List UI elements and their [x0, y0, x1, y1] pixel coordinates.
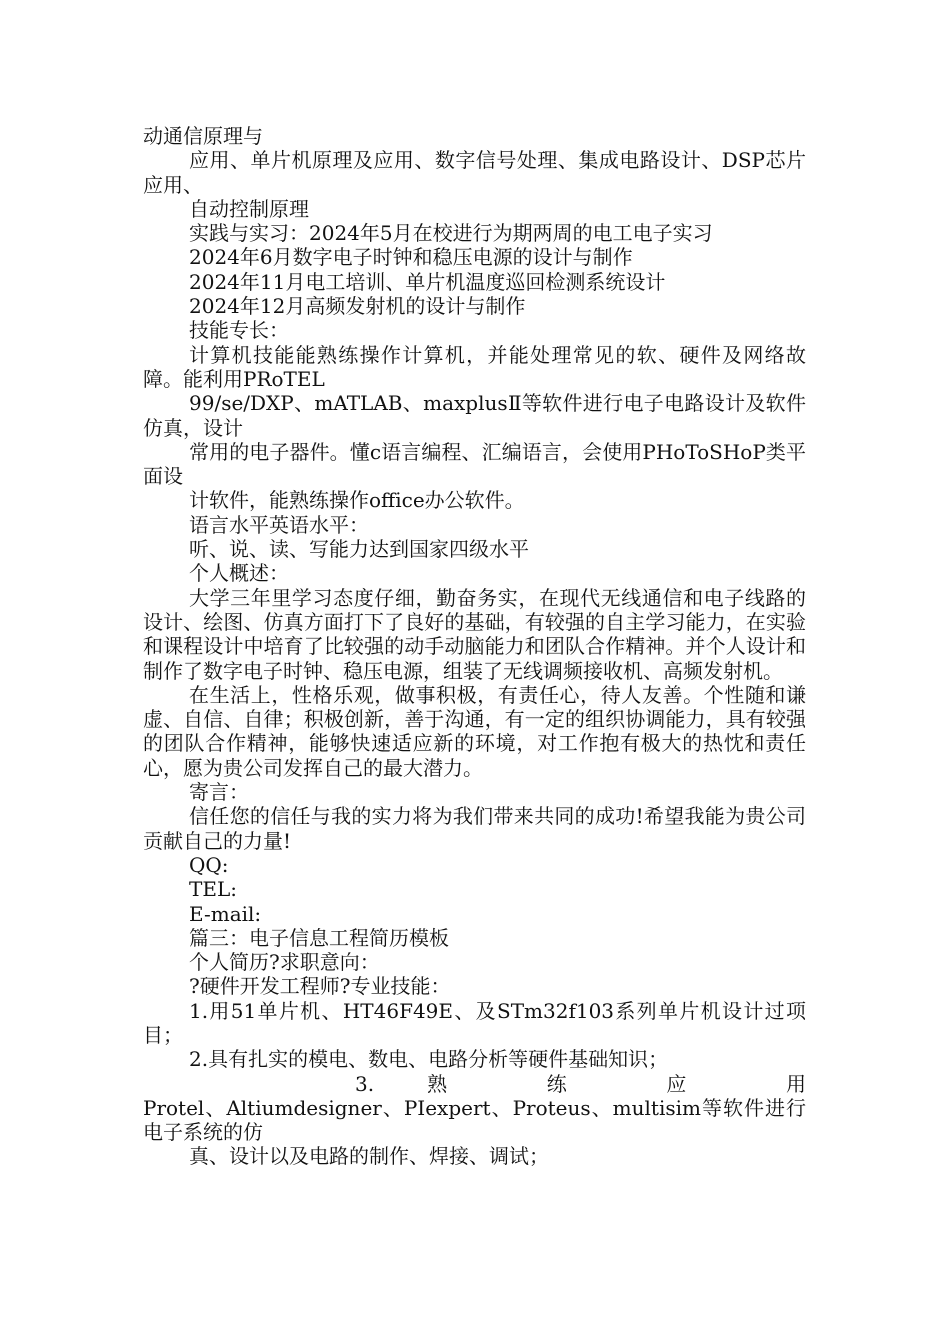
paragraph: ?硬件开发工程师?专业技能：: [189, 974, 451, 999]
paragraph: 个人简历?求职意向：: [189, 950, 380, 975]
document-body-tail: [143, 1096, 806, 1169]
document-body: [143, 124, 806, 1072]
paragraph: 大学三年里学习态度仔细，勤奋务实，在现代无线通信和电子线路的设计、绘图、仿真方面打下了良好的基础，有较强的自主学习能力，在实验和课程设计中培育了比较强的动手动脑能力和团队合作精神。并个人设计和制作了数字电子时钟、稳压电源，组装了无线调频接收机、高频发射机。: [143, 585, 806, 683]
paragraph: 听、说、读、写能力达到国家四级水平: [189, 537, 529, 562]
paragraph: 常用的电子器件。懂c语言编程、汇编语言，会使用PHoToSHoP类平面设: [143, 439, 806, 489]
paragraph: 应用、单片机原理及应用、数字信号处理、集成电路设计、DSP芯片应用、: [143, 148, 806, 197]
paragraph: 计软件，能熟练操作office办公软件。: [189, 488, 525, 513]
paragraph: E-mail:: [189, 901, 262, 926]
paragraph: 实践与实习：2024年5月在校进行为期两周的电工电子实习: [189, 221, 713, 246]
paragraph: 篇三：电子信息工程简历模板: [189, 925, 449, 950]
paragraph: 1.用51单片机、HT46F49E、及STm32f103系列单片机设计过项目；: [143, 998, 806, 1047]
paragraph: 在生活上，性格乐观，做事积极，有责任心，待人友善。个性随和谦虚、自信、自律；积极创新，善于沟通，有一定的组织协调能力，具有较强的团队合作精神，能够快速适应新的环境，对工作抱有极大的热忱和责任心，愿为贵公司发挥自己的最大潜力。: [143, 682, 806, 780]
paragraph: 自动控制原理: [189, 196, 309, 221]
paragraph: 语言水平英语水平：: [189, 512, 369, 537]
paragraph: 计算机技能能熟练操作计算机，并能处理常见的软、硬件及网络故障。能利用PRoTEL: [143, 342, 806, 391]
paragraph: 信任您的信任与我的实力将为我们带来共同的成功!希望我能为贵公司贡献自己的力量!: [143, 804, 806, 853]
paragraph: 2024年6月数字电子时钟和稳压电源的设计与制作: [189, 245, 633, 270]
paragraph: 2024年12月高频发射机的设计与制作: [189, 294, 526, 319]
paragraph-spread-line: [143, 1072, 806, 1096]
document-page: [143, 124, 806, 1169]
paragraph: 99/se/DXP、mATLAB、maxplusⅡ等软件进行电子电路设计及软件仿真，设计: [143, 391, 806, 440]
paragraph: 动通信原理与: [143, 124, 263, 148]
paragraph: 个人概述：: [189, 561, 289, 586]
paragraph: 2.具有扎实的模电、数电、电路分析等硬件基础知识；: [189, 1047, 669, 1072]
spread-part: 用: [786, 1071, 807, 1096]
paragraph: 2024年11月电工培训、单片机温度巡回检测系统设计: [189, 269, 666, 294]
paragraph: TEL:: [189, 877, 237, 902]
paragraph: QQ:: [189, 852, 229, 877]
spread-part: 3.: [355, 1071, 375, 1096]
paragraph: 技能专长：: [189, 318, 289, 343]
spread-part: 熟: [427, 1071, 494, 1096]
paragraph: 真、设计以及电路的制作、焊接、调试；: [189, 1144, 549, 1169]
paragraph: 寄言：: [189, 780, 249, 805]
spread-part: 应: [666, 1071, 734, 1096]
spread-part: 练: [546, 1071, 614, 1096]
paragraph: Protel、Altiumdesigner、PIexpert、Proteus、multisim等软件进行电子系统的仿: [143, 1095, 806, 1145]
